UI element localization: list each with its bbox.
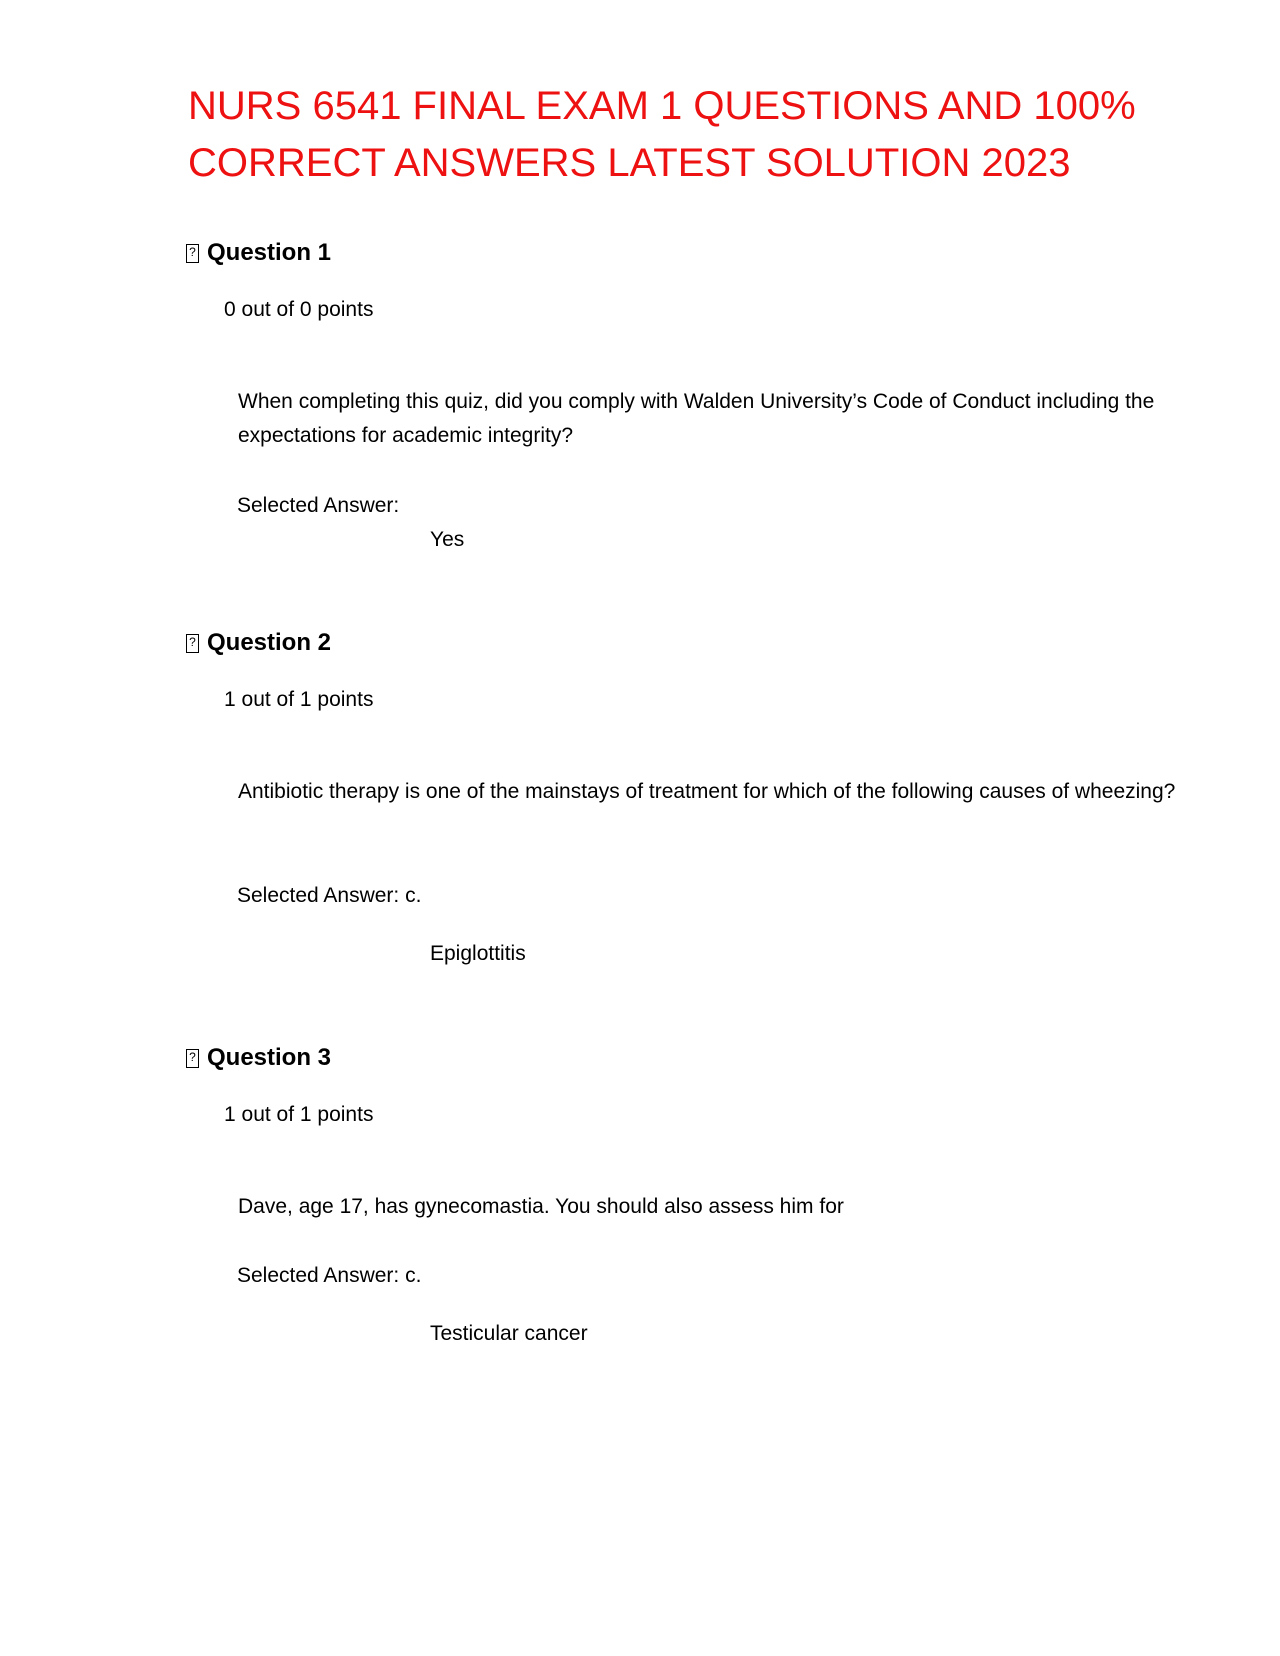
question-1-selected-answer-label: Selected Answer:: [237, 494, 400, 517]
question-1-title: Question 1: [207, 239, 332, 266]
missing-glyph-box-icon: ?: [186, 1049, 199, 1068]
question-1-selected-answer-value: Yes: [430, 528, 465, 551]
question-2-selected-answer-label: Selected Answer: c.: [237, 884, 422, 907]
question-3-selected-answer-label: Selected Answer: c.: [237, 1264, 422, 1287]
question-3-title: Question 3: [207, 1044, 332, 1071]
document-title: NURS 6541 FINAL EXAM 1 QUESTIONS AND 100% CORRECT ANSWERS LATEST SOLUTION 2023: [188, 84, 1136, 185]
question-1-heading: [186, 238, 331, 268]
question-3-heading: [186, 1043, 331, 1073]
question-3-selected-answer-value: Testicular cancer: [430, 1322, 588, 1345]
question-1-points: 0 out of 0 points: [224, 298, 374, 321]
question-2-title: Question 2: [207, 629, 332, 656]
question-3-points: 1 out of 1 points: [224, 1103, 374, 1126]
question-2-heading: [186, 628, 331, 658]
question-2-text: Antibiotic therapy is one of the mainstays of treatment for which of the following causes of wheezing?: [238, 780, 1176, 803]
question-2-points: 1 out of 1 points: [224, 688, 374, 711]
question-1-text: When completing this quiz, did you comply with Walden University’s Code of Conduct including the expectations for academic integrity?: [238, 390, 1155, 447]
question-3-text: Dave, age 17, has gynecomastia. You should also assess him for: [238, 1195, 844, 1218]
question-2-selected-answer-value: Epiglottitis: [430, 942, 526, 965]
missing-glyph-box-icon: ?: [186, 244, 199, 263]
missing-glyph-box-icon: ?: [186, 634, 199, 653]
